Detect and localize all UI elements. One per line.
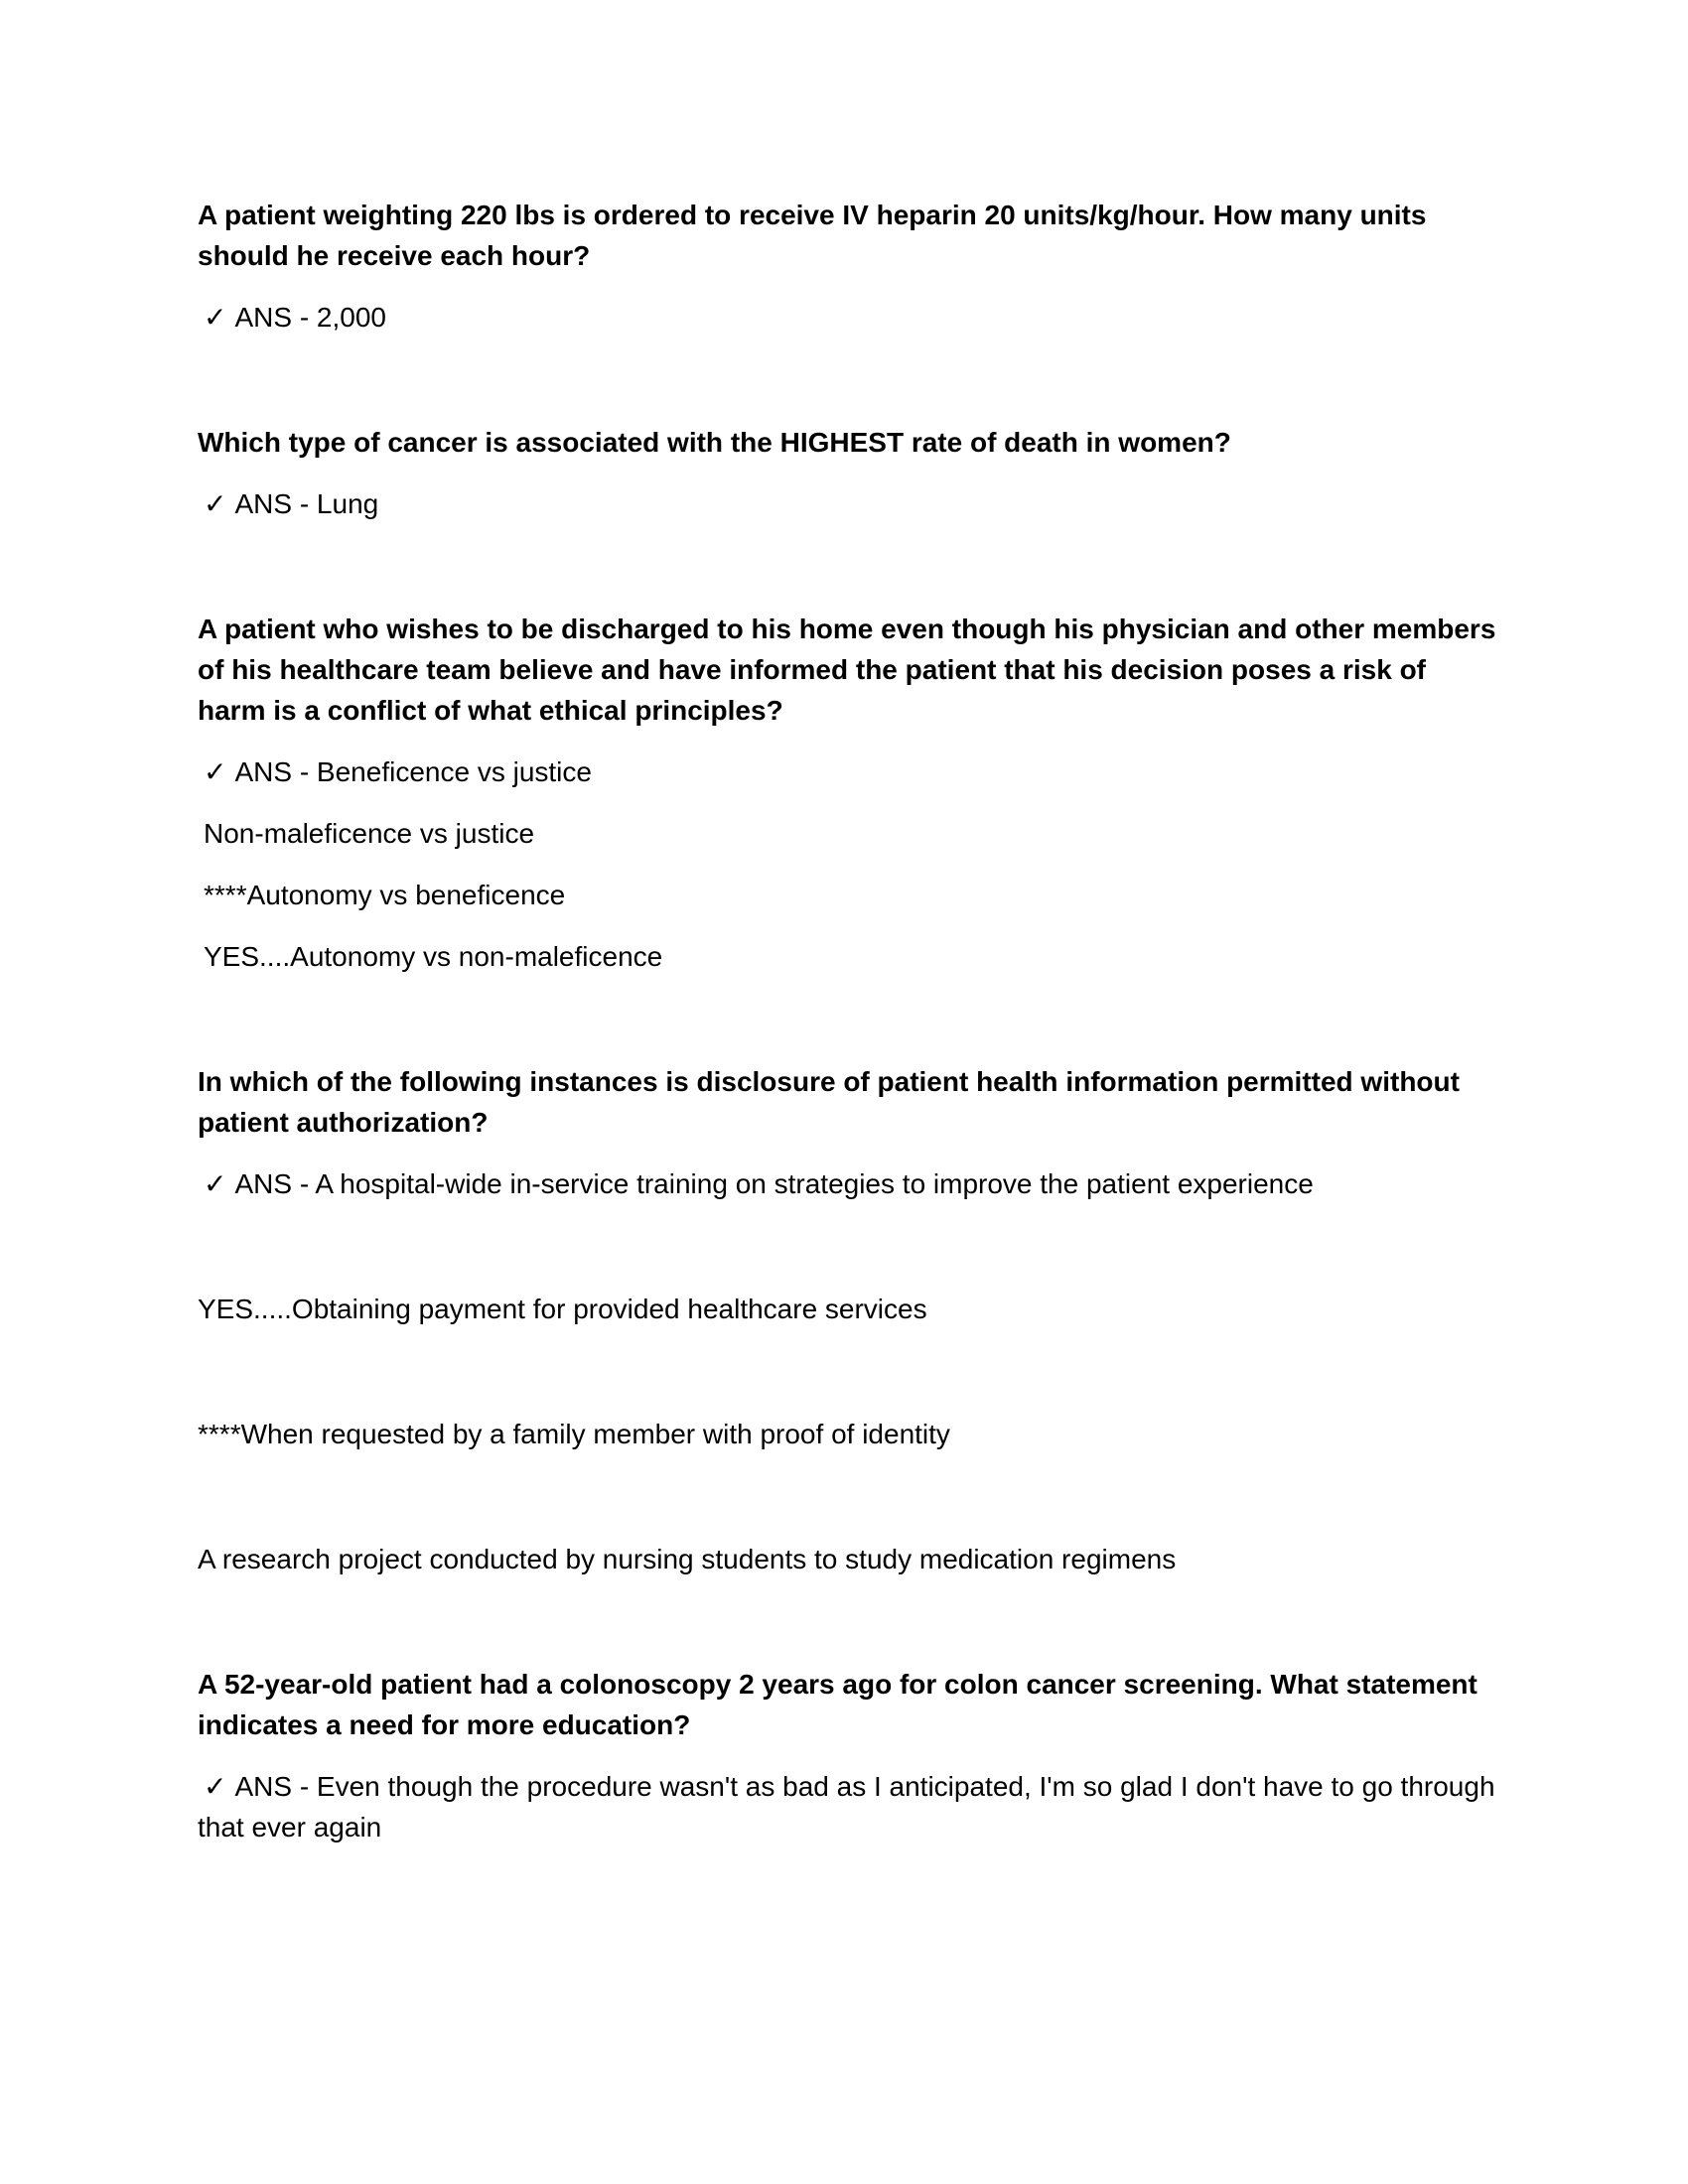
question-text: A 52-year-old patient had a colonoscopy 2 years ago for colon cancer screening. What statement indicates a need for more education?: [198, 1669, 1477, 1740]
option-text: YES....Autonomy vs non-maleficence: [204, 941, 663, 972]
answer-line: [204, 483, 1498, 524]
answer-line: [204, 1163, 1498, 1204]
check-mark-icon: ✓: [204, 1770, 227, 1803]
check-mark-icon: ✓: [204, 301, 227, 334]
question-text: Which type of cancer is associated with the HIGHEST rate of death in women?: [198, 427, 1231, 458]
option-text: A research project conducted by nursing students to study medication regimens: [198, 1544, 1177, 1574]
question-block-3: [198, 609, 1498, 977]
check-mark-icon: ✓: [204, 487, 227, 520]
answer-text: ANS - 2,000: [234, 302, 386, 333]
answer-text: ANS - Lung: [234, 488, 379, 519]
question-block-1: [198, 195, 1498, 338]
question-block-2: [198, 422, 1498, 524]
answer-text: ANS - Even though the procedure wasn't as bad as I anticipated, I'm so glad I don't have to go through that ever again: [198, 1771, 1495, 1843]
document-page: [198, 195, 1498, 1847]
question-text: In which of the following instances is disclosure of patient health information permitted without patient authorization?: [198, 1066, 1460, 1138]
option-text: ****When requested by a family member with proof of identity: [198, 1419, 950, 1449]
answer-line: [198, 1766, 1498, 1847]
answer-text: ANS - A hospital-wide in-service training on strategies to improve the patient experience: [234, 1168, 1314, 1199]
answer-line: [204, 751, 1498, 792]
check-mark-icon: ✓: [204, 755, 227, 788]
answer-line: [204, 297, 1498, 338]
answer-text: ANS - Beneficence vs justice: [234, 756, 592, 787]
check-mark-icon: ✓: [204, 1167, 227, 1200]
option-text: ****Autonomy vs beneficence: [204, 880, 566, 910]
question-block-5: [198, 1664, 1498, 1847]
option-text: YES.....Obtaining payment for provided healthcare services: [198, 1294, 927, 1324]
question-text: A patient who wishes to be discharged to his home even though his physician and other members of his healthcare team believe and have informed the patient that his decision poses a risk of harm is a conflict of what ethical principles?: [198, 614, 1496, 726]
option-text: Non-maleficence vs justice: [204, 818, 535, 849]
question-text: A patient weighting 220 lbs is ordered to receive IV heparin 20 units/kg/hour. How many units should he receive each hour?: [198, 200, 1427, 271]
question-block-4: [198, 1061, 1498, 1579]
